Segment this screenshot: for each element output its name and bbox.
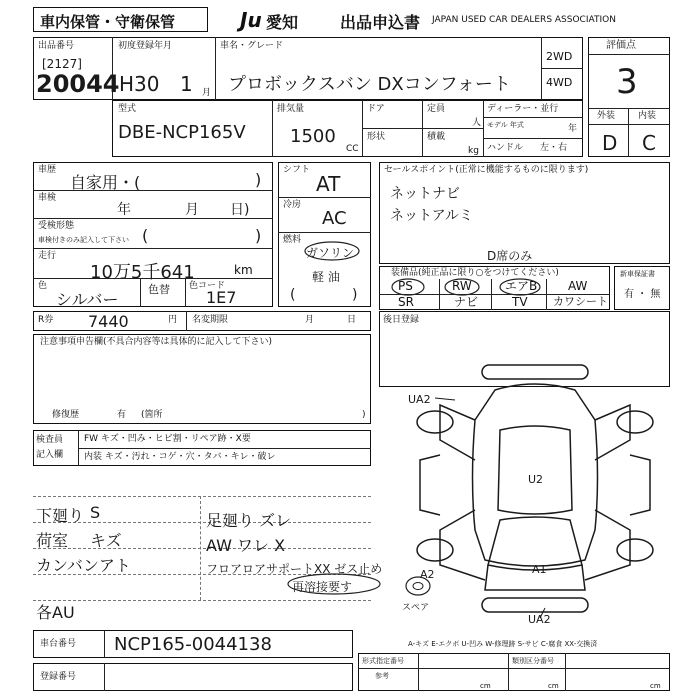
door-label: ドア: [367, 104, 385, 114]
handle-options: 左・右: [540, 143, 568, 153]
note-right-4-circle: [286, 572, 382, 596]
warranty-label: 新車保証書: [620, 270, 655, 278]
note-right-2: AW ワレ X: [206, 536, 286, 555]
dealer-label: ディーラー・並行: [487, 104, 559, 114]
car-name-label: 車名・グレード: [220, 41, 284, 51]
mileage-unit: km: [234, 263, 253, 277]
first-reg-era: H30: [119, 72, 160, 96]
org-name: 愛知: [266, 13, 299, 32]
caution-box: [33, 334, 371, 424]
recycle-ticket-label: R券: [38, 315, 54, 325]
lot-number: 20044: [36, 70, 120, 98]
exterior-label: 外装: [597, 111, 616, 121]
equip-rw: RW: [452, 279, 472, 293]
capacity-label: 定員: [427, 104, 446, 114]
chassis-label: 車台番号: [40, 639, 77, 649]
lot-small: [2127]: [42, 57, 82, 71]
warranty-options: 有 ・ 無: [624, 289, 661, 300]
equipment-circles: [390, 277, 550, 297]
reference-cm-3: cm: [650, 682, 661, 690]
recycle-ticket-value: 7440: [88, 312, 129, 331]
color-code-value: 1E7: [206, 288, 237, 307]
history-label: 車歴: [38, 165, 57, 175]
interior-label: 内装: [638, 111, 657, 121]
damage-a1: A1: [532, 563, 547, 576]
car-name: プロボックスバン DXコンフォート: [228, 74, 511, 95]
mileage-value: 10万5千641: [90, 262, 195, 283]
note-cargo-label: 荷室: [36, 531, 69, 550]
selling-point-1: ネットナビ: [390, 186, 460, 202]
receipt-label: 受検形態: [38, 221, 75, 231]
note-right-4: 再溶接要す: [292, 580, 353, 594]
repair-close: ): [362, 410, 366, 420]
inspector-interior-line: 内装 キズ・汚れ・コゲ・穴・タバ・キレ・破レ: [84, 452, 276, 462]
damage-a2: A2: [420, 568, 435, 581]
handle-label: ハンドル: [487, 143, 524, 153]
expiry-day: 日: [347, 315, 357, 325]
load-label: 積載: [427, 132, 446, 142]
shift-value: AT: [316, 172, 341, 196]
load-unit: kg: [468, 146, 479, 156]
drive-4wd: 4WD: [546, 76, 573, 89]
equip-airbag: エアB: [505, 279, 538, 293]
expiry-label: 名変期限: [192, 315, 229, 325]
model-year-label: モデル 年式: [487, 121, 524, 129]
color-swap-label: 色替: [148, 283, 170, 296]
interior-grade: C: [642, 131, 656, 155]
form-number-label: 形式指定番号: [362, 657, 404, 665]
spare-tire-icon: [403, 572, 433, 600]
year-unit: 年: [568, 124, 578, 134]
association-name: JAPAN USED CAR DEALERS ASSOCIATION: [432, 15, 616, 25]
inspector-label-2: 記入欄: [36, 450, 64, 460]
capacity-unit: 人: [472, 118, 482, 128]
caution-label: 注意事項申告欄(不具合内容等は具体的に記入して下さい): [40, 337, 273, 347]
equip-ps: PS: [398, 279, 413, 293]
first-reg-month: 1: [180, 72, 193, 96]
color-value: シルバー: [56, 290, 119, 309]
note-sign-mark: カンバンアト: [36, 556, 131, 575]
note-right-3: フロアロアサポートXX ゼス止め: [206, 562, 383, 576]
equip-leather: カワシート: [553, 295, 608, 308]
registration-row: [33, 663, 353, 691]
reference-label: 参考: [375, 672, 389, 680]
chassis-value: NCP165-0044138: [114, 634, 272, 655]
ac-label: 冷房: [283, 200, 302, 210]
form-title: 出品申込書: [340, 13, 421, 32]
exterior-grade: D: [602, 131, 618, 155]
history-value: 自家用・(: [70, 173, 141, 192]
equip-sr: SR: [398, 295, 414, 309]
equipment-label: 装備品(純正品に限り○をつけてください): [391, 268, 559, 278]
repair-place: (箇所: [141, 410, 163, 420]
fuel-gas-circle: [302, 240, 362, 262]
inspector-label-1: 検査員: [36, 435, 64, 445]
equipment-note: D席のみ: [487, 249, 533, 263]
equip-aw: AW: [568, 279, 588, 293]
receipt-close: ): [255, 226, 262, 245]
expiry-month: 月: [305, 315, 315, 325]
score-label: 評価点: [606, 40, 636, 51]
registration-label: 登録番号: [40, 672, 77, 682]
inspection-year: 年: [117, 202, 131, 218]
repair-value: 有: [117, 410, 127, 420]
receipt-open: (: [142, 226, 149, 245]
inspection-label: 車検: [38, 193, 57, 203]
fuel-open: (: [290, 287, 296, 303]
inspection-day: 日): [230, 202, 250, 218]
ac-value: AC: [322, 208, 347, 229]
repair-label: 修復歴: [52, 410, 80, 420]
logo-mark: Ju: [240, 8, 262, 32]
history-close: ): [255, 170, 262, 189]
cc-unit: CC: [346, 144, 359, 154]
fuel-diesel: 軽 油: [312, 270, 340, 284]
note-underbody-label: 下廻り: [36, 506, 85, 525]
fuel-close: ): [352, 287, 358, 303]
color-label: 色: [38, 281, 48, 291]
receipt-note: 車検付きのみ記入して下さい: [38, 236, 129, 244]
car-damage-diagram: [400, 360, 670, 625]
score-value: 3: [616, 62, 638, 102]
damage-ua2-front: UA2: [408, 393, 431, 406]
storage-label-box: [33, 7, 208, 32]
note-each-au: 各AU: [36, 603, 75, 622]
mileage-label: 走行: [38, 251, 57, 261]
drive-2wd: 2WD: [546, 50, 573, 63]
displacement-label: 排気量: [277, 104, 305, 114]
shape-label: 形状: [367, 132, 386, 142]
damage-u2: U2: [528, 473, 544, 486]
inspector-fw-line: FW キズ・凹み・ヒビ割・リペア跡・X要: [84, 434, 251, 444]
category-number-label: 類別区分番号: [512, 657, 554, 665]
reference-cm-1: cm: [480, 682, 491, 690]
recycle-yen: 円: [168, 315, 178, 325]
damage-ua2-rear: UA2: [528, 613, 551, 625]
post-registration-label: 後日登録: [383, 315, 420, 325]
first-reg-label: 初度登録年月: [118, 41, 173, 51]
model-code: DBE-NCP165V: [118, 122, 246, 143]
inspection-month: 月: [185, 202, 199, 218]
selling-point-2: ネットアルミ: [390, 208, 474, 224]
fuel-label: 燃料: [283, 235, 302, 245]
note-right-1: 足廻り ズレ: [206, 511, 292, 530]
note-underbody-value: S: [90, 503, 101, 522]
color-code-label: 色コード: [189, 281, 226, 291]
spare-label: スペア: [402, 603, 430, 613]
equip-tv: TV: [512, 295, 528, 309]
displacement-value: 1500: [290, 126, 336, 147]
fuel-gas: ガソリン: [306, 246, 355, 260]
month-unit: 月: [202, 88, 212, 98]
shift-label: シフト: [283, 165, 311, 175]
storage-label: 車内保管・守衛保管: [40, 13, 176, 31]
damage-legend: A-キズ E-エクボ U-凹み W-修理跡 S-サビ C-腐食 XX-交換済: [408, 640, 598, 648]
type-label: 型式: [118, 104, 137, 114]
reference-cm-2: cm: [548, 682, 559, 690]
note-cargo-value: キズ: [90, 531, 122, 550]
lot-label: 出品番号: [38, 41, 75, 51]
selling-points-label: セールスポイント(正常に機能するものに限ります): [384, 165, 589, 175]
equip-navi: ナビ: [454, 295, 479, 309]
